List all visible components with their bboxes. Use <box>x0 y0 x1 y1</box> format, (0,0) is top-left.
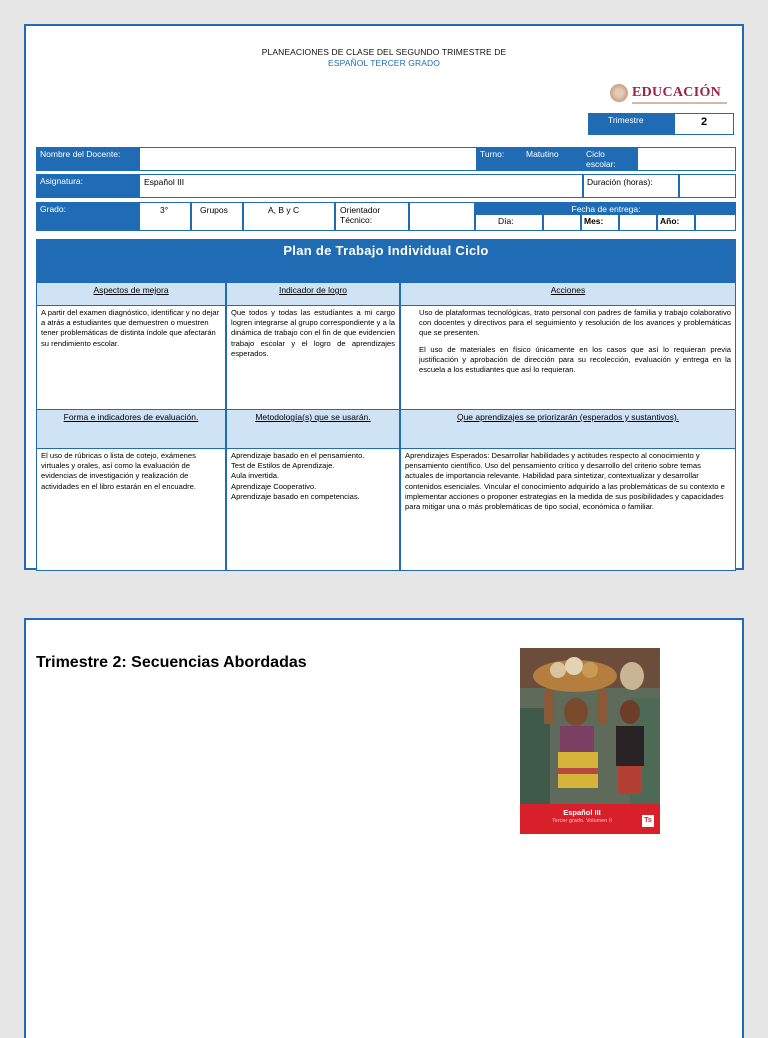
metodologia-item: Test de Estilos de Aprendizaje. <box>231 461 335 471</box>
acciones-cell <box>401 306 735 409</box>
header-aprendizajes: Que aprendizajes se priorizarán (esperados y sustantivos). <box>401 410 735 448</box>
metodologia-cell <box>227 449 399 570</box>
grado-label: Grado: <box>40 204 66 214</box>
acciones-paragraph: El uso de materiales en físico únicamente en los casos que así lo requieran previa justificación y aprobación de dirección para su recolección, evaluación y entrega en la escuela a los estudiantes que así lo requieran. <box>419 344 731 375</box>
header-acciones: Acciones <box>401 283 735 305</box>
evaluacion-cell: El uso de rúbricas o lista de cotejo, exámenes virtuales y orales, así como la evaluación de evidencias de investigación y realización de actividades en el libro estarán en el encuadre. <box>37 449 225 570</box>
grado-row <box>36 202 736 231</box>
orientador-label: Orientador Técnico: <box>336 203 408 230</box>
docente-label: Nombre del Docente: <box>40 149 121 159</box>
turno-label: Turno: <box>480 149 505 159</box>
duracion-field[interactable] <box>680 175 735 197</box>
planning-page <box>24 24 744 570</box>
acciones-paragraph: Uso de plataformas tecnológicas, trato personal con padres de familia y trabajo colaborativo con docentes y directivos para el seguimiento y resolución de los avances y problemáticas que se presenten. <box>419 308 731 338</box>
anio-label: Año: <box>658 215 694 230</box>
ciclo-field[interactable] <box>638 148 735 170</box>
plan-title: Plan de Trabajo Individual Ciclo <box>283 243 489 258</box>
header-evaluacion: Forma e indicadores de evaluación. <box>37 410 225 448</box>
anio-field[interactable] <box>696 215 735 230</box>
logo-underline <box>632 102 727 104</box>
aspectos-cell: A partir del examen diagnóstico, identificar y no dejar a atrás a estudiantes que demuestren o muestren tener problemáticas de distinta índole que afectarán su rendimiento escolar. <box>37 306 225 409</box>
book-cover <box>520 648 660 834</box>
header-metodologia: Metodología(s) que se usarán. <box>227 410 399 448</box>
header-subtitle: ESPAÑOL TERCER GRADO <box>328 58 440 68</box>
plan-table <box>36 239 736 571</box>
grupos-value: A, B y C <box>244 203 334 230</box>
sequences-page <box>24 618 744 1038</box>
page2-title: Trimestre 2: Secuencias Abordadas <box>36 654 307 671</box>
header-title: PLANEACIONES DE CLASE DEL SEGUNDO TRIMESTRE DE <box>261 47 507 57</box>
book-cover-art <box>520 648 660 804</box>
seal-icon <box>610 84 628 102</box>
trimestre-value: 2 <box>674 113 734 135</box>
asignatura-row <box>36 174 736 198</box>
docente-field[interactable] <box>140 148 476 170</box>
header-indicador: Indicador de logro <box>227 283 399 305</box>
turno-value: Matutino <box>526 149 559 159</box>
dia-label: Día: <box>476 215 542 230</box>
indicador-cell: Que todos y todas las estudiantes a mi cargo logren integrarse al grupo correspondiente y a la dinámica de trabajo con el fin de que evidencien trabajo escolar y el logro de aprendizajes esperados. <box>227 306 399 409</box>
mes-label: Mes: <box>582 215 618 230</box>
book-cover-band <box>520 804 660 834</box>
asignatura-field[interactable]: Español III <box>140 175 582 197</box>
header-aspectos: Aspectos de mejora <box>37 283 225 305</box>
book-title: Español III <box>563 808 601 817</box>
duracion-label: Duración (horas): <box>584 175 678 197</box>
book-subtitle: Tercer grado. Volumen II <box>552 818 612 824</box>
metodologia-item: Aula invertida. <box>231 471 280 481</box>
asignatura-label: Asignatura: <box>40 176 83 186</box>
orientador-field[interactable] <box>410 203 474 230</box>
grado-value: 3° <box>140 203 190 230</box>
fecha-label: Fecha de entrega: <box>571 204 641 214</box>
metodologia-item: Aprendizaje Cooperativo. <box>231 481 317 491</box>
educacion-logo: EDUCACIÓN <box>610 82 721 104</box>
aprendizajes-cell: Aprendizajes Esperados: Desarrollar habilidades y actitudes respecto al conocimiento y pensamiento científico. Uso del pensamiento crítico y desarrollo del criterio sobre temas actuales de importancia relevante. Habilidad para sintetizar, contextualizar y desarrollar contenidos esenciales. Vincular el conocimiento adquirido a las problemáticas de su contexto e implementar acciones o proponer estrategias en la medida de sus posibilidades y capacidades para mitigar una o más problemáticas de tipo social, económica o familiar. <box>401 449 735 570</box>
ciclo-label: Ciclo escolar: <box>586 149 616 169</box>
dia-field[interactable] <box>544 215 580 230</box>
metodologia-item: Aprendizaje basado en el pensamiento. <box>231 451 365 460</box>
grupos-label: Grupos <box>192 203 242 230</box>
docente-row <box>36 147 736 171</box>
publisher-logo: Ts <box>642 815 654 827</box>
trimestre-label: Trimestre <box>588 113 674 135</box>
mes-field[interactable] <box>620 215 656 230</box>
metodologia-item: Aprendizaje basado en competencias. <box>231 491 360 501</box>
